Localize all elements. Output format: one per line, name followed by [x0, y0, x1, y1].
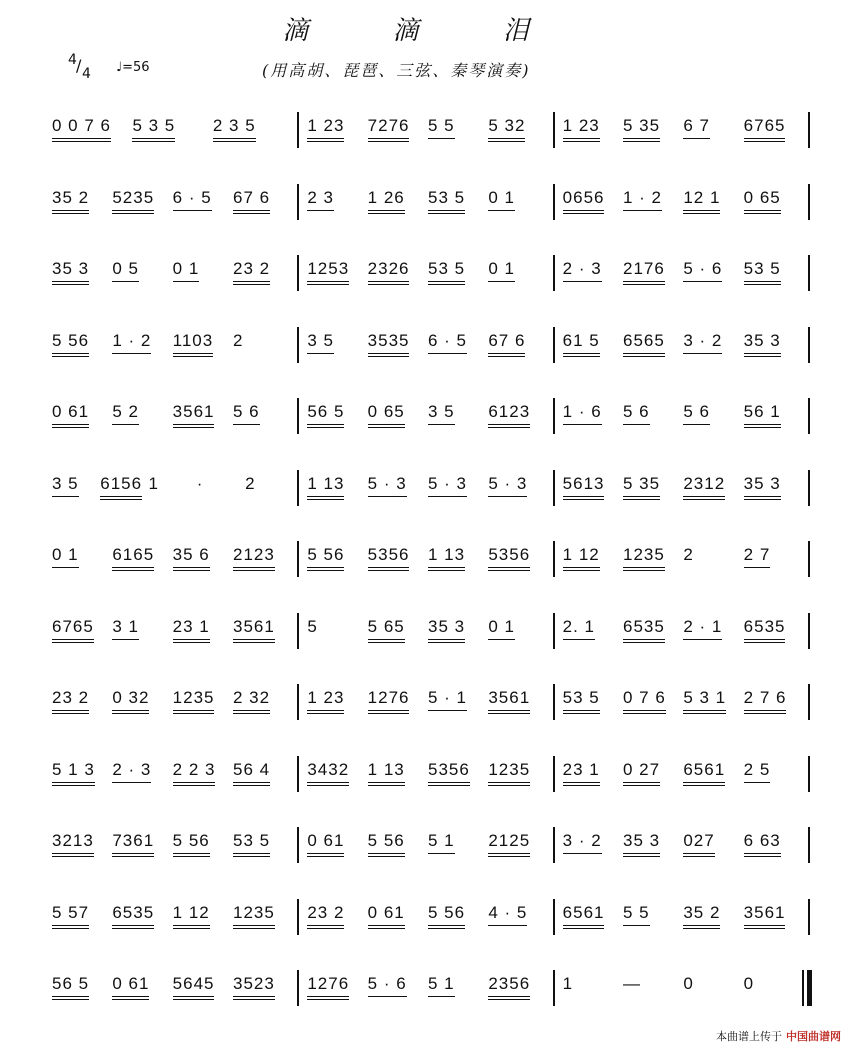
barline [808, 756, 810, 792]
note-group: 3 1 [112, 617, 139, 640]
note-group: 5 2 [112, 402, 139, 425]
note-group: 23 1 [173, 617, 210, 643]
note-group: 2176 [623, 259, 665, 285]
note-group: 2 7 6 [744, 688, 787, 714]
note-group: 5 6 [623, 402, 650, 425]
note-group: 2 3 [307, 188, 334, 211]
note-group: 3 · 2 [563, 831, 602, 854]
note-group: 5 · 3 [368, 474, 407, 497]
note-group: 3561 [488, 688, 530, 714]
time-signature-denominator: 4 [82, 66, 91, 82]
note-group: 0 61 [307, 831, 344, 857]
note-group: 53 5 [744, 259, 781, 285]
note-group: 0 5 [112, 259, 139, 282]
note-group: 0 65 [744, 188, 781, 214]
note-group: 5 57 [52, 903, 89, 929]
note-group: 3561 [744, 903, 786, 929]
note-group: 35 3 [744, 331, 781, 357]
note-group: 23 1 [563, 760, 600, 786]
note-group: 5356 [428, 760, 470, 786]
note-group: 7276 [368, 116, 410, 142]
note-group: 6156 [100, 474, 142, 500]
barline [297, 470, 299, 506]
note-group: 67 6 [233, 188, 270, 214]
score-line [0, 825, 849, 865]
note-group: 2. 1 [563, 617, 595, 640]
note-group: 6561 [563, 903, 605, 929]
instrumentation-note: (用高胡、琵琶、三弦、秦琴演奏) [262, 61, 531, 80]
note-group: 53 5 [428, 188, 465, 214]
barline [808, 899, 810, 935]
note-group: 0656 [563, 188, 605, 214]
note-group: 53 5 [428, 259, 465, 285]
note-group: 56 4 [233, 760, 270, 786]
note-group: — [623, 974, 641, 993]
note-group: 0 1 [488, 259, 515, 282]
note-group: 5356 [368, 545, 410, 571]
note-group: 6 7 [683, 116, 710, 139]
note-group: 0 61 [368, 903, 405, 929]
note-group: 61 5 [563, 331, 600, 357]
note-group: 5356 [488, 545, 530, 571]
note-group: 2 7 [744, 545, 771, 568]
barline [553, 970, 555, 1006]
note-group: 5645 [173, 974, 215, 1000]
barline [297, 613, 299, 649]
note-group: 4 · 5 [488, 903, 527, 926]
note-group: 1 23 [563, 116, 600, 142]
score-line [0, 539, 849, 579]
note-group: 35 3 [744, 474, 781, 500]
note-group: 1 [562, 974, 574, 993]
note-group: 2 5 [744, 760, 771, 783]
note-group: 2326 [368, 259, 410, 285]
note-group: 3523 [233, 974, 275, 1000]
note-group: 67 6 [488, 331, 525, 357]
score-line [0, 325, 849, 365]
barline [297, 112, 299, 148]
note-group: 5 6 [683, 402, 710, 425]
barline [808, 398, 810, 434]
note-group: 6 · 5 [428, 331, 467, 354]
note-group: 1 · 2 [623, 188, 662, 211]
note-group: 5 35 [623, 474, 660, 500]
note-group: 1 13 [368, 760, 405, 786]
note-group: 1276 [368, 688, 410, 714]
note-group: 3561 [173, 402, 215, 428]
note-group: 5 35 [623, 116, 660, 142]
barline [808, 255, 810, 291]
note-group: 5 56 [307, 545, 344, 571]
note-group: 5 1 3 [52, 760, 95, 786]
note-group: 3 5 [428, 402, 455, 425]
note-group: 56 1 [744, 402, 781, 428]
barline [553, 255, 555, 291]
note-group: 1235 [173, 688, 215, 714]
note-group: 2 2 3 [173, 760, 216, 786]
note-group: 1 12 [563, 545, 600, 571]
barline [553, 327, 555, 363]
note-group: 5 5 [623, 903, 650, 926]
barline [553, 684, 555, 720]
barline [297, 827, 299, 863]
note-group: 3213 [52, 831, 94, 857]
barline [297, 970, 299, 1006]
note-group: 1235 [488, 760, 530, 786]
note-group: 2 [683, 545, 694, 564]
note-group: 1235 [233, 903, 275, 929]
note-group: 2 [233, 330, 244, 350]
note-group: 1 13 [307, 474, 344, 500]
note-group: 5 56 [52, 331, 89, 357]
note-group: 0 32 [112, 688, 149, 714]
score-line [0, 253, 849, 293]
note-group: 0 27 [623, 760, 660, 786]
note-group: 6565 [623, 331, 665, 357]
note-group: 3535 [368, 331, 410, 357]
note-group: 3432 [307, 760, 349, 786]
barline [553, 613, 555, 649]
note-group: 6123 [488, 402, 530, 428]
tempo-marking: ♩=56 [116, 60, 150, 75]
note-group: 2312 [683, 474, 725, 500]
note-group: 23 2 [233, 259, 270, 285]
score-line [0, 897, 849, 937]
barline [553, 756, 555, 792]
note-group: 3 5 [307, 331, 334, 354]
note-group: 0 1 [488, 188, 515, 211]
score-line [0, 182, 849, 222]
note-group: 2 · 3 [563, 259, 602, 282]
upload-text: 本曲谱上传于 [716, 1030, 782, 1043]
note-group: 6535 [112, 903, 154, 929]
note-group: · [196, 473, 204, 493]
note-group: 2123 [233, 545, 275, 571]
barline [553, 541, 555, 577]
score-title: 滴 滴 泪 [282, 16, 567, 46]
note-group: 2125 [488, 831, 530, 857]
note-group: 5 · 1 [428, 688, 467, 711]
score-line [0, 754, 849, 794]
note-group: 3561 [233, 617, 275, 643]
note-group: 0 1 [52, 545, 79, 568]
note-group: 5 · 3 [488, 474, 527, 497]
barline [808, 541, 810, 577]
time-signature-numerator: 4 [68, 52, 77, 68]
note-group: 2 3 5 [213, 116, 256, 142]
barline [808, 827, 810, 863]
note-group: 6 · 5 [173, 188, 212, 211]
note-group: 6765 [744, 116, 786, 142]
note-group: 0 61 [52, 402, 89, 428]
note-group: 1276 [307, 974, 349, 1000]
barline [808, 684, 810, 720]
note-group: 5 65 [368, 617, 405, 643]
barline [297, 327, 299, 363]
barline [553, 112, 555, 148]
note-group: 5 5 [428, 116, 455, 139]
note-group: 1 [148, 473, 159, 493]
final-barline [802, 970, 804, 1006]
barline [808, 112, 810, 148]
note-group: 6 63 [744, 831, 781, 857]
note-group: 0 [743, 974, 755, 993]
barline [553, 470, 555, 506]
note-group: 5 3 5 [132, 116, 175, 142]
note-group: 5 3 1 [683, 688, 726, 714]
note-group: 3 · 2 [683, 331, 722, 354]
note-group: 0 1 [488, 617, 515, 640]
note-group: 5 · 6 [368, 974, 407, 997]
note-group: 1235 [623, 545, 665, 571]
note-group: 23 2 [52, 688, 89, 714]
note-group: 5 56 [368, 831, 405, 857]
score-line [0, 682, 849, 722]
barline [297, 541, 299, 577]
note-group: 0 61 [112, 974, 149, 1000]
note-group: 5235 [112, 188, 154, 214]
barline [553, 398, 555, 434]
note-group: 56 5 [307, 402, 344, 428]
note-group: 6561 [683, 760, 725, 786]
barline [808, 327, 810, 363]
note-group: 0 [683, 974, 694, 993]
note-group: 5 6 [233, 402, 260, 425]
note-group: 2 [245, 473, 256, 493]
note-group: 2 · 1 [683, 617, 722, 640]
note-group: 1 26 [368, 188, 405, 214]
note-group: 1 13 [428, 545, 465, 571]
note-group: 23 2 [307, 903, 344, 929]
barline [553, 827, 555, 863]
note-group: 12 1 [683, 188, 720, 214]
note-group: 5613 [563, 474, 605, 500]
barline [808, 184, 810, 220]
note-group: 6535 [744, 617, 786, 643]
note-group: 35 3 [428, 617, 465, 643]
upload-footer [716, 1028, 841, 1044]
note-group: 0 65 [368, 402, 405, 428]
barline [808, 613, 810, 649]
note-group: 5 1 [428, 831, 455, 854]
note-group: 1 · 6 [563, 402, 602, 425]
note-group: 35 2 [683, 903, 720, 929]
barline [553, 899, 555, 935]
barline [553, 184, 555, 220]
note-group: 2 32 [233, 688, 270, 714]
note-group: 3 5 [52, 474, 79, 497]
time-signature-slash: / [76, 56, 82, 75]
note-group: 1253 [307, 259, 349, 285]
note-group: 56 5 [52, 974, 89, 1000]
note-group: 5 32 [488, 116, 525, 142]
note-group: 35 6 [173, 545, 210, 571]
note-group: 027 [683, 831, 714, 857]
note-group: 0 7 6 [623, 688, 666, 714]
note-group: 2 · 3 [112, 760, 151, 783]
note-group: 1 23 [307, 688, 344, 714]
note-group: 1 · 2 [112, 331, 151, 354]
note-group: 35 2 [52, 188, 89, 214]
note-group: 5 · 6 [683, 259, 722, 282]
note-group: 0 1 [173, 259, 200, 282]
note-group: 1103 [173, 331, 214, 357]
note-group: 6165 [112, 545, 154, 571]
site-logo: 中国曲谱网 [786, 1030, 841, 1043]
score-line [0, 468, 849, 508]
note-group: 5 1 [428, 974, 455, 997]
note-group: 53 5 [233, 831, 270, 857]
score-line [0, 396, 849, 436]
score-line [0, 110, 849, 150]
note-group: 0 0 7 6 [52, 116, 111, 142]
score-line [0, 968, 849, 1008]
barline [297, 398, 299, 434]
note-group: 5 · 3 [428, 474, 467, 497]
note-group: 53 5 [563, 688, 600, 714]
barline [297, 756, 299, 792]
note-group: 5 56 [173, 831, 210, 857]
note-group: 1 23 [307, 116, 344, 142]
note-group: 6765 [52, 617, 94, 643]
note-group: 5 56 [428, 903, 465, 929]
note-group: 1 12 [173, 903, 210, 929]
barline [808, 470, 810, 506]
barline [297, 184, 299, 220]
final-barline-thick [807, 970, 812, 1006]
note-group: 7361 [112, 831, 154, 857]
note-group: 35 3 [623, 831, 660, 857]
barline [297, 255, 299, 291]
barline [297, 899, 299, 935]
note-group: 2356 [488, 974, 530, 1000]
note-group: 6535 [623, 617, 665, 643]
barline [297, 684, 299, 720]
score-line [0, 611, 849, 651]
note-group: 5 [307, 616, 318, 636]
note-group: 35 3 [52, 259, 89, 285]
